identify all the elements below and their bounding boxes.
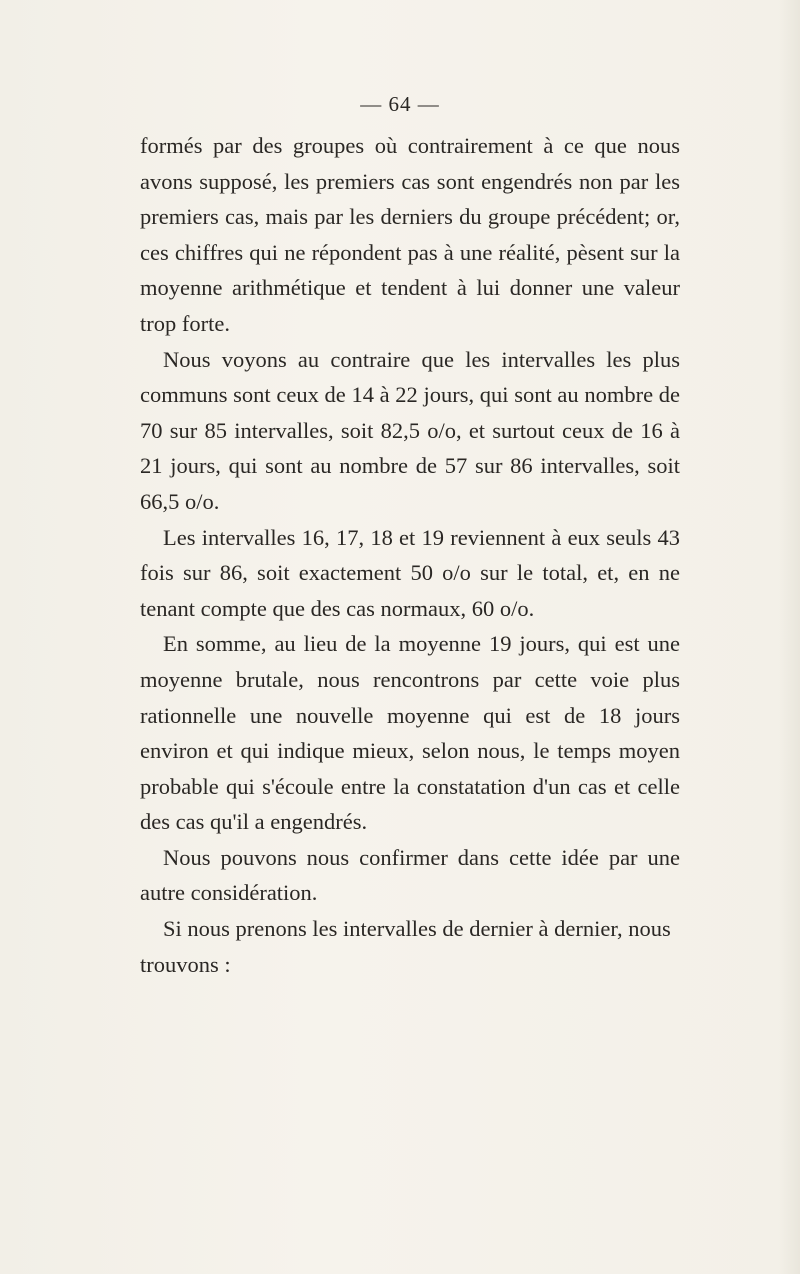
paragraph-continuation: formés par des groupes où contrairement à ce que nous avons supposé, les premiers cas sont engendrés non par les premiers cas, mais par les derniers du groupe précédent; or, ces chiffres qui ne répondent pas à une réalité, pèsent sur la moyenne arithmétique et tendent à lui donner une valeur trop forte.	[140, 133, 680, 336]
body-text	[140, 128, 680, 982]
paragraph-intervals-16-19: Les intervalles 16, 17, 18 et 19 reviennent à eux seuls 43 fois sur 86, soit exactement 50 o/o sur le total, et, en ne tenant compte que des cas normaux, 60 o/o.	[140, 524, 680, 621]
paragraph-confirmation: Nous pouvons nous confirmer dans cette idée par une autre considération.	[140, 844, 680, 906]
paragraph-moyenne: En somme, au lieu de la moyenne 19 jours, qui est une moyenne brutale, nous rencontrons par cette voie plus rationnelle une nouvelle moyenne qui est de 18 jours environ et qui indique mieux, selon nous, le temps moyen probable qui s'écoule entre la constatation d'un cas et celle des cas qu'il a engendrés.	[140, 631, 680, 835]
page-number: — 64 —	[360, 92, 440, 116]
page-edge-shadow	[778, 0, 800, 1274]
paragraph-dernier-a-dernier: Si nous prenons les intervalles de dernier à dernier, nous trouvons :	[140, 916, 671, 977]
paragraph-intervals-common: Nous voyons au contraire que les intervalles les plus communs sont ceux de 14 à 22 jours, qui sont au nombre de 70 sur 85 intervalles, soit 82,5 o/o, et surtout ceux de 16 à 21 jours, qui sont au nombre de 57 sur 86 intervalles, soit 66,5 o/o.	[140, 346, 680, 514]
